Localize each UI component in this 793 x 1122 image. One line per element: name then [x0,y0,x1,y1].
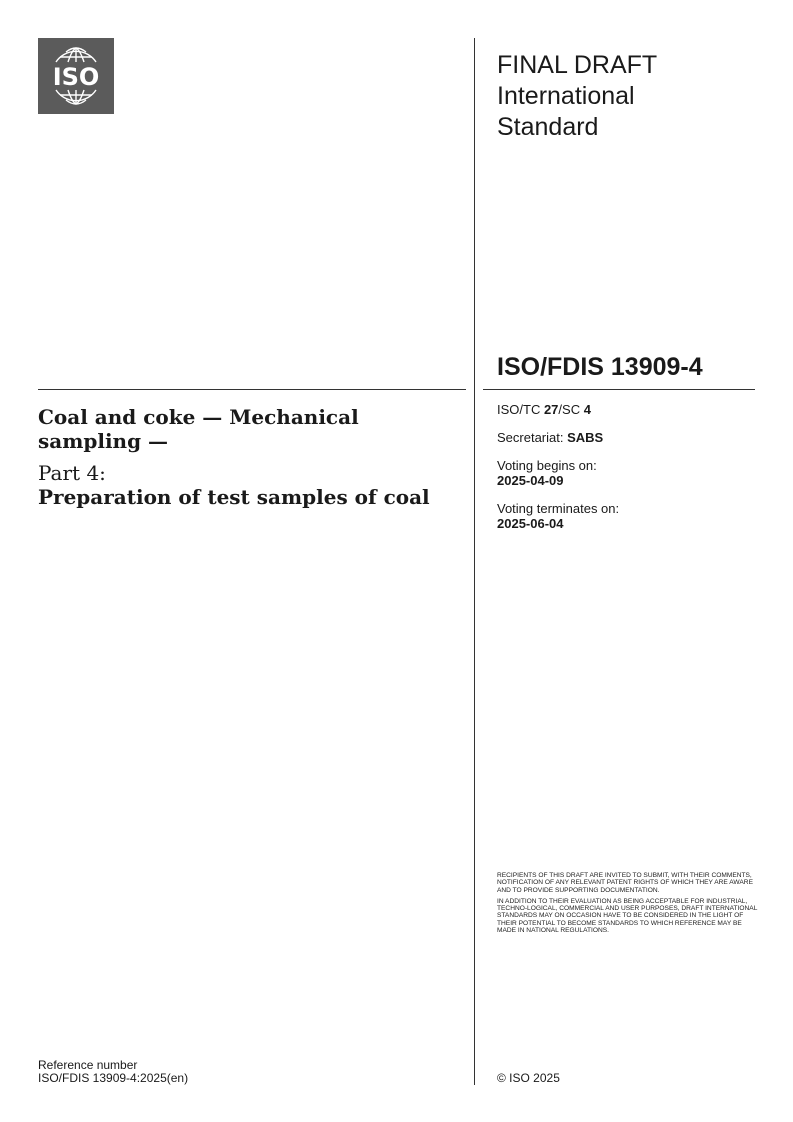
logo-text: ISO [52,63,100,91]
title-rule-left [38,389,466,390]
draft-notice [497,872,759,938]
reference-number [38,1059,188,1085]
voting-begins [497,458,757,488]
document-number: ISO/FDIS 13909-4 [497,353,703,381]
column-divider [474,38,475,1085]
voting-terminates-date: 2025-06-04 [497,516,564,531]
document-status [497,50,757,143]
voting-begins-date: 2025-04-09 [497,473,564,488]
title-main: Coal and coke — Mechanical sampling — [38,405,359,453]
reference-label: Reference number [38,1058,138,1072]
title-part: Part 4: [38,461,106,485]
title-subtitle: Preparation of test samples of coal [38,485,430,509]
voting-terminates [497,501,757,531]
copyright-notice: © ISO 2025 [497,1071,560,1085]
document-title [38,405,458,509]
status-line-2: International [497,82,635,110]
voting-terminates-label: Voting terminates on: [497,501,620,516]
secretariat [497,430,757,445]
notice-paragraph-1: RECIPIENTS OF THIS DRAFT ARE INVITED TO SUBMIT, WITH THEIR COMMENTS, NOTIFICATION OF ANY RELEVANT PATENT RIGHTS OF WHICH THEY ARE AWARE AND TO PROVIDE SUPPORTING DOCUMENTATION. [497,872,753,894]
committee-prefix: ISO/TC [497,402,544,417]
iso-logo [38,38,114,114]
notice-paragraph-2: IN ADDITION TO THEIR EVALUATION AS BEING ACCEPTABLE FOR INDUSTRIAL, TECHNO-LOGICAL, COMMERCIAL AND USER PURPOSES, DRAFT INTERNATIONAL STANDARDS MAY ON OCCASION HAVE TO BE CONSIDERED IN THE LIGHT OF THEIR POTENTIAL TO BECOME STANDARDS TO WHICH REFERENCE MAY BE MADE IN NATIONAL REGULATIONS. [497,897,758,935]
title-rule-right [483,389,755,390]
voting-begins-label: Voting begins on: [497,458,597,473]
secretariat-label: Secretariat: [497,430,568,445]
sc-prefix: /SC [558,402,584,417]
sc-number: 4 [583,402,591,417]
secretariat-value: SABS [567,430,604,445]
tc-number: 27 [543,402,559,417]
status-line-1: FINAL DRAFT [497,51,658,79]
status-line-3: Standard [497,113,599,141]
document-metadata [497,402,757,544]
committee [497,402,757,417]
reference-value: ISO/FDIS 13909-4:2025(en) [38,1071,189,1085]
iso-globe-logo-icon [38,38,114,114]
